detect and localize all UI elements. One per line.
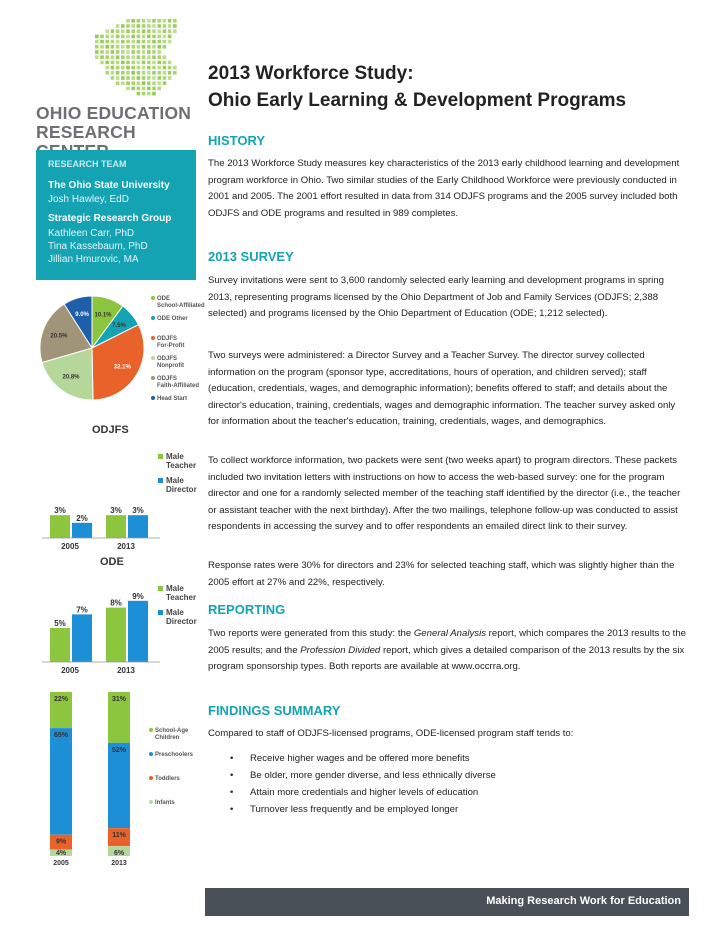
legend-swatch	[149, 752, 153, 756]
logo-dot	[147, 81, 151, 85]
list-item: • Attain more credentials and higher levels of education	[228, 784, 496, 801]
legend-entry: ODE Other	[157, 316, 188, 322]
legend-swatch	[158, 610, 163, 615]
legend-swatch	[158, 478, 163, 483]
survey-p4: Response rates were 30% for directors and 23% for selected teaching staff, which was slightly higher than the 2005 effort at 27% and 22%, respectively.	[208, 560, 675, 588]
list-item: • Turnover less frequently and be employed longer	[228, 801, 496, 818]
logo-dot	[152, 87, 156, 91]
bar	[128, 601, 148, 662]
x-tick-label: 2013	[117, 666, 135, 675]
history-heading: HISTORY	[208, 133, 266, 148]
logo-dot	[105, 45, 109, 49]
logo-dot	[152, 61, 156, 65]
logo-dot	[157, 71, 161, 75]
logo-dot	[137, 81, 141, 85]
logo-dot	[116, 29, 120, 33]
logo-dot	[147, 45, 151, 49]
logo-dot	[126, 50, 130, 54]
logo-dot	[152, 81, 156, 85]
logo-dot	[116, 61, 120, 65]
logo-dot	[105, 29, 109, 33]
logo-dot	[126, 29, 130, 33]
logo-dot	[100, 45, 104, 49]
logo-dot	[157, 55, 161, 59]
logo-dot	[147, 55, 151, 59]
logo-dot	[168, 76, 172, 80]
logo-dot	[126, 24, 130, 28]
logo-dot	[157, 50, 161, 54]
logo-dot	[163, 66, 167, 70]
logo-dot	[163, 76, 167, 80]
logo-dot	[152, 55, 156, 59]
x-tick-label: 2013	[111, 860, 127, 867]
logo-dot	[126, 40, 130, 44]
logo-dot	[116, 55, 120, 59]
logo-dot	[121, 35, 125, 39]
logo-dot	[142, 40, 146, 44]
stacked-bar-segment	[50, 728, 72, 835]
bar-value-label: 6%	[113, 850, 125, 857]
legend-swatch	[151, 376, 155, 380]
logo-dot	[126, 19, 130, 23]
logo-dot	[147, 61, 151, 65]
logo-dot	[157, 76, 161, 80]
logo-dot	[111, 66, 115, 70]
logo-dot	[168, 35, 172, 39]
logo-dot	[168, 29, 172, 33]
legend-swatch	[149, 800, 153, 804]
legend-swatch	[151, 296, 155, 300]
bar-value-label: 8%	[110, 598, 122, 608]
bar-value-label: 22%	[53, 696, 69, 703]
logo-dot	[137, 24, 141, 28]
logo-dot	[126, 66, 130, 70]
legend-entry: Toddlers	[155, 776, 180, 782]
legend-entry: Head Start	[157, 396, 188, 402]
logo-dot	[116, 81, 120, 85]
logo-dot	[95, 40, 99, 44]
pie-slice-label: 9.0%	[75, 312, 89, 318]
logo-dot	[131, 29, 135, 33]
page-title-line1: 2013 Workforce Study:	[208, 63, 414, 84]
logo-dot	[147, 29, 151, 33]
logo-dot	[168, 71, 172, 75]
x-tick-label: 2005	[61, 666, 79, 675]
logo-dot	[131, 24, 135, 28]
logo-dot	[126, 81, 130, 85]
logo-dot	[157, 87, 161, 91]
logo-dot	[95, 55, 99, 59]
bar-value-label: 2%	[76, 513, 88, 523]
logo-dot	[152, 35, 156, 39]
logo-dot	[173, 71, 177, 75]
pie-slice-label: 20.5%	[50, 333, 68, 340]
logo-dot	[116, 71, 120, 75]
bar-value-label: 7%	[76, 605, 88, 615]
logo-dot	[126, 35, 130, 39]
footer-tagline: Making Research Work for Education	[486, 895, 681, 907]
logo-dot	[142, 35, 146, 39]
ode-male-staff-chart	[36, 572, 196, 676]
logo-dot	[137, 61, 141, 65]
logo-dot	[157, 29, 161, 33]
logo-dot	[142, 50, 146, 54]
logo-dot	[116, 50, 120, 54]
bar	[72, 523, 92, 538]
logo-dot	[142, 81, 146, 85]
logo-dot	[137, 45, 141, 49]
logo-dot	[152, 24, 156, 28]
logo-dot	[173, 66, 177, 70]
reporting-text	[208, 626, 688, 676]
team-person: Tina Kassebaum, PhD	[48, 241, 148, 252]
research-team-heading: RESEARCH TEAM	[48, 159, 127, 169]
logo-dot	[163, 55, 167, 59]
logo-dot	[95, 35, 99, 39]
logo-dot	[131, 40, 135, 44]
logo-dot	[121, 66, 125, 70]
reporting-heading: REPORTING	[208, 602, 286, 617]
logo-dot	[121, 61, 125, 65]
logo-dot	[152, 19, 156, 23]
logo-dot	[126, 76, 130, 80]
bar-value-label: 65%	[53, 732, 69, 740]
reporting-text-pre: Two reports were generated from this study: the	[208, 628, 414, 639]
team-org-srg: Strategic Research Group	[48, 213, 172, 224]
logo-dot	[121, 24, 125, 28]
logo-dot	[116, 24, 120, 28]
findings-heading: FINDINGS SUMMARY	[208, 703, 341, 718]
logo-dot	[142, 87, 146, 91]
legend-entry: ODE School-Affiliated	[157, 296, 205, 309]
logo-dot	[105, 55, 109, 59]
logo-dot	[100, 61, 104, 65]
logo-dot	[157, 19, 161, 23]
logo-dot	[95, 50, 99, 54]
logo-dot	[111, 61, 115, 65]
survey-heading: 2013 SURVEY	[208, 249, 294, 264]
logo-dot	[111, 40, 115, 44]
logo-dot	[147, 50, 151, 54]
logo-line1: OHIO EDUCATION	[36, 103, 192, 123]
logo-dot	[168, 40, 172, 44]
legend-swatch	[149, 728, 153, 732]
legend-entry: Male Teacher	[166, 584, 197, 602]
logo-dot	[111, 55, 115, 59]
logo-dot	[163, 35, 167, 39]
pie-slice-label: 20.8%	[62, 374, 80, 381]
logo-dot	[163, 19, 167, 23]
legend-swatch	[151, 316, 155, 320]
legend-entry: ODJFS For-Profit	[157, 336, 185, 349]
logo-dot	[111, 29, 115, 33]
logo-dot	[137, 40, 141, 44]
logo-dot	[111, 35, 115, 39]
logo-dot	[152, 66, 156, 70]
children-served-stacked-chart	[36, 686, 196, 870]
logo-dot	[147, 35, 151, 39]
legend-entry: Male Teacher	[166, 452, 197, 470]
logo-dot	[142, 76, 146, 80]
logo-dot	[163, 45, 167, 49]
logo-dot	[163, 71, 167, 75]
legend-swatch	[149, 776, 153, 780]
pie-slice-label: 10.1%	[94, 312, 112, 319]
bar-value-label: 11%	[112, 832, 126, 840]
findings-intro: Compared to staff of ODJFS-licensed programs, ODE-licensed program staff tends to:	[208, 728, 574, 739]
logo-dot	[152, 29, 156, 33]
legend-entry: ODJFS Faith-Affiliated	[157, 376, 199, 389]
logo-dot	[131, 71, 135, 75]
logo-dot	[152, 76, 156, 80]
logo-dot	[121, 40, 125, 44]
bar	[128, 515, 148, 538]
logo-dot	[111, 45, 115, 49]
logo-dot	[142, 71, 146, 75]
logo-dot	[100, 35, 104, 39]
logo-dot	[137, 66, 141, 70]
logo-dot	[116, 40, 120, 44]
logo-dot	[131, 87, 135, 91]
bar-value-label: 9%	[132, 591, 144, 601]
logo-dot	[121, 55, 125, 59]
logo-dot	[157, 24, 161, 28]
logo-dot	[173, 19, 177, 23]
logo-dot	[142, 66, 146, 70]
logo-dot	[168, 66, 172, 70]
logo-dot	[131, 50, 135, 54]
logo-dot	[163, 81, 167, 85]
logo-dot	[142, 55, 146, 59]
logo-dot	[105, 61, 109, 65]
logo-dot	[152, 71, 156, 75]
logo-dot	[157, 81, 161, 85]
logo-dot	[157, 61, 161, 65]
logo-dot	[163, 24, 167, 28]
ode-chart-title: ODE	[100, 556, 124, 568]
legend-entry: Male Director	[166, 608, 197, 626]
logo-dot	[152, 92, 156, 96]
pie-slice-label: 7.5%	[112, 323, 126, 330]
x-tick-label: 2005	[53, 860, 69, 867]
logo-dot	[126, 55, 130, 59]
legend-entry: Preschoolers	[155, 752, 194, 758]
logo-dot	[147, 24, 151, 28]
bar-value-label: 3%	[110, 506, 122, 516]
findings-list	[228, 750, 496, 818]
logo-dot	[116, 76, 120, 80]
logo-dot	[105, 50, 109, 54]
logo-dot	[173, 24, 177, 28]
footer-bar	[205, 888, 689, 916]
logo-ohio-map-icon	[92, 18, 182, 98]
logo-dot	[163, 40, 167, 44]
logo-dot	[121, 29, 125, 33]
odjfs-chart-title: ODJFS	[92, 424, 129, 436]
sponsorship-pie-chart	[36, 288, 205, 408]
x-tick-label: 2013	[117, 542, 135, 551]
logo-dot	[147, 71, 151, 75]
survey-p2: Two surveys were administered: a Director Survey and a Teacher Survey. The director survey collected information on the program (sponsor type, accreditations, hours of operation, and children served); staff (education, credentials, wages, and demographic information); benefits offered to staff; and details about the director's education, training, credentials, wages and demographic information. The teacher survey asked only for information about the teacher's education, training, credentials, wages, and demographics.	[208, 350, 676, 427]
logo-dot	[173, 29, 177, 33]
logo-dot	[126, 45, 130, 49]
logo-dot	[157, 66, 161, 70]
team-org-osu: The Ohio State University	[48, 180, 170, 191]
bar	[72, 614, 92, 662]
logo-dot	[121, 71, 125, 75]
logo-dot	[147, 87, 151, 91]
legend-swatch	[151, 356, 155, 360]
logo-dot	[147, 40, 151, 44]
logo-dot	[121, 81, 125, 85]
logo-dot	[131, 66, 135, 70]
bar	[106, 515, 126, 538]
logo-dot	[116, 66, 120, 70]
logo-dot	[142, 19, 146, 23]
reporting-text-mid: report, which compares the 2013 results to the 2005 results; and the	[208, 628, 686, 656]
team-person: Kathleen Carr, PhD	[48, 228, 135, 239]
logo-dot	[137, 55, 141, 59]
logo-dot	[126, 87, 130, 91]
logo-dot	[142, 24, 146, 28]
logo-dot	[105, 40, 109, 44]
logo-dot	[137, 29, 141, 33]
logo-dot	[137, 92, 141, 96]
logo-dot	[121, 45, 125, 49]
logo-dot	[168, 24, 172, 28]
logo-dot	[95, 45, 99, 49]
logo-dot	[168, 19, 172, 23]
bar-value-label: 31%	[111, 696, 127, 703]
survey-p1: Survey invitations were sent to 3,600 randomly selected early learning and development programs in spring 2013, representing programs licensed by the Ohio Department of Job and Family Services (ODJFS; 2,388 selected) and programs licensed by the Ohio Department of Education (ODE; 1,212 selected).	[208, 275, 664, 319]
logo-dot	[100, 55, 104, 59]
bar-value-label: 3%	[132, 506, 144, 516]
logo-dot	[105, 71, 109, 75]
logo-dot	[137, 76, 141, 80]
bar-value-label: 3%	[54, 506, 66, 516]
logo-dot	[121, 76, 125, 80]
logo-dot	[105, 35, 109, 39]
logo-dot	[100, 40, 104, 44]
bar	[50, 628, 70, 662]
bar-value-label: 5%	[54, 619, 66, 628]
bar	[50, 515, 70, 538]
team-person: Josh Hawley, EdD	[48, 194, 129, 205]
logo-dot	[152, 45, 156, 49]
logo-dot	[131, 19, 135, 23]
list-item: • Receive higher wages and be offered more benefits	[228, 750, 496, 767]
logo-dot	[157, 35, 161, 39]
stacked-bar-segment	[108, 743, 130, 828]
logo-dot	[131, 55, 135, 59]
team-person: Jillian Hmurovic, MA	[48, 254, 139, 265]
logo-dot	[142, 92, 146, 96]
logo-dot	[168, 61, 172, 65]
report-general-analysis: General Analysis	[413, 628, 487, 639]
logo-dot	[157, 45, 161, 49]
bar-value-label: 9%	[55, 838, 67, 846]
logo-dot	[131, 35, 135, 39]
logo-dot	[105, 66, 109, 70]
logo-dot	[147, 92, 151, 96]
legend-entry: ODJFS Nonprofit	[157, 356, 184, 369]
legend-swatch	[151, 396, 155, 400]
logo-dot	[147, 19, 151, 23]
logo-dot	[137, 50, 141, 54]
legend-swatch	[158, 454, 163, 459]
survey-p3: To collect workforce information, two packets were sent (two weeks apart) to program directors. These packets included two invitation letters with instructions on how to access the web-based survey: one for the program director and one for a randomly selected member of the teaching staff identified by the director (i.e., the teacher or assistant teacher with the next birthday). After the two mailings, telephone follow-up was conducted to assist respondents in accessing the survey and to offer respondents an emailed direct link to their survey.	[208, 455, 681, 532]
logo-dot	[126, 61, 130, 65]
logo-dot	[137, 19, 141, 23]
pie-slice-label: 32.1%	[113, 364, 131, 371]
logo-dot	[152, 40, 156, 44]
legend-swatch	[151, 336, 155, 340]
logo-dot	[126, 71, 130, 75]
bar-value-label: 4%	[55, 850, 67, 857]
reporting-text-post: report, which gives a detailed comparison of the 2013 results by the six program sponsorship types. Both reports are available at www.occrra.org.	[208, 644, 685, 672]
x-tick-label: 2005	[61, 542, 79, 551]
logo-dot	[111, 71, 115, 75]
logo-dot	[131, 61, 135, 65]
list-item: • Be older, more gender diverse, and less ethnically diverse	[228, 767, 496, 784]
page-title	[208, 60, 626, 114]
logo-dot	[116, 35, 120, 39]
logo-dot	[147, 76, 151, 80]
bar-value-label: 52%	[111, 746, 127, 754]
logo-dot	[157, 40, 161, 44]
logo-dot	[142, 45, 146, 49]
history-text: The 2013 Workforce Study measures key characteristics of the 2013 early childhood learning and development program workforce in Ohio. Two similar studies of the Early Childhood Workforce were previously conducted in 2001 and 2005. The 2001 effort resulted in data from 314 ODJFS programs and the 2005 survey included both ODJFS and ODE programs and resulted in 989 completes.	[208, 158, 680, 219]
odjfs-male-staff-chart	[36, 440, 196, 552]
logo-dot	[131, 45, 135, 49]
logo-dot	[111, 50, 115, 54]
logo-dot	[100, 50, 104, 54]
logo-dot	[111, 76, 115, 80]
logo-dot	[137, 87, 141, 91]
legend-entry: Infants	[155, 800, 175, 806]
logo-dot	[137, 71, 141, 75]
legend-entry: Male Director	[166, 476, 197, 494]
bar	[106, 608, 126, 662]
logo-dot	[142, 61, 146, 65]
logo-dot	[116, 45, 120, 49]
legend-entry: School-Age Children	[155, 728, 189, 741]
logo-dot	[121, 50, 125, 54]
research-team-box	[36, 150, 196, 280]
report-profession-divided: Profession Divided	[300, 644, 381, 656]
logo-dot	[131, 76, 135, 80]
logo-dot	[137, 35, 141, 39]
logo-line2: RESEARCH	[36, 122, 136, 142]
page-title-line2: Ohio Early Learning & Development Programs	[208, 90, 627, 111]
legend-swatch	[158, 586, 163, 591]
logo-dot	[152, 50, 156, 54]
logo-dot	[142, 29, 146, 33]
logo-dot	[131, 81, 135, 85]
logo-dot	[163, 29, 167, 33]
logo-dot	[163, 61, 167, 65]
logo-dot	[147, 66, 151, 70]
